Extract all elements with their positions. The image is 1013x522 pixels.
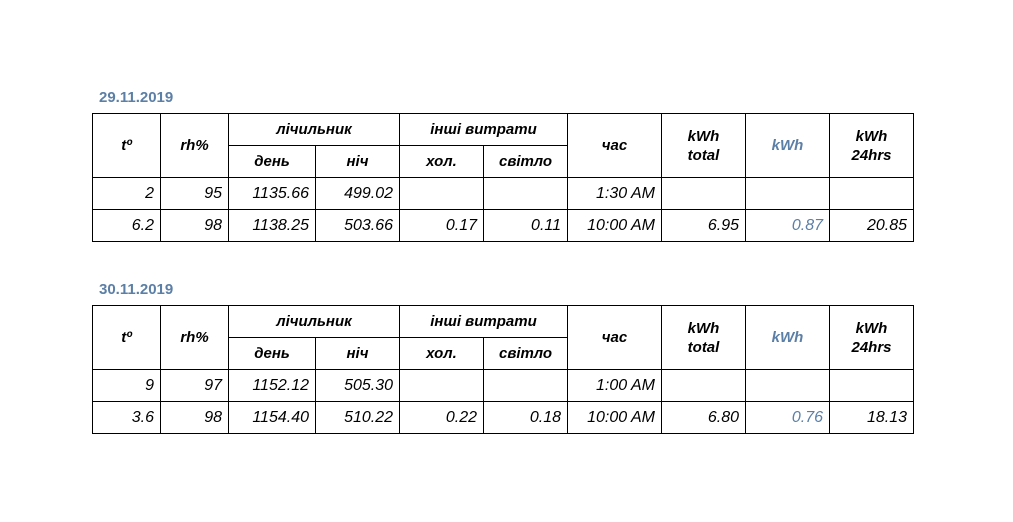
cell-temperature: 3.6	[93, 402, 161, 434]
table-row	[93, 210, 914, 242]
header-row	[93, 306, 914, 338]
header-other-light: світло	[484, 338, 568, 370]
header-kwh-total-line: kWh	[687, 127, 720, 145]
header-meter-day: день	[229, 146, 316, 178]
header-meter: лічильник	[229, 306, 400, 338]
date-title: 30.11.2019	[99, 281, 174, 298]
cell-time: 1:00 AM	[568, 370, 662, 402]
cell-kwh	[746, 370, 830, 402]
header-kwh-total	[662, 114, 746, 178]
header-humidity: rh%	[161, 306, 229, 370]
cell-meter-night: 503.66	[316, 210, 400, 242]
cell-other-light: 0.18	[484, 402, 568, 434]
cell-meter-night: 510.22	[316, 402, 400, 434]
cell-meter-day: 1135.66	[229, 178, 316, 210]
header-kwh-24hrs-line: 24hrs	[851, 338, 892, 356]
cell-kwh-total	[662, 370, 746, 402]
header-meter: лічильник	[229, 114, 400, 146]
header-kwh-24hrs-line: kWh	[855, 127, 888, 145]
header-kwh: kWh	[746, 306, 830, 370]
header-meter-night: ніч	[316, 146, 400, 178]
cell-humidity: 95	[161, 178, 229, 210]
header-row	[93, 114, 914, 146]
header-humidity: rh%	[161, 114, 229, 178]
date-title: 29.11.2019	[99, 89, 174, 106]
header-meter-day: день	[229, 338, 316, 370]
header-time: час	[568, 114, 662, 178]
cell-humidity: 98	[161, 210, 229, 242]
cell-other-light	[484, 370, 568, 402]
energy-log-table	[92, 113, 914, 242]
cell-kwh-24hrs	[830, 370, 914, 402]
cell-meter-night: 505.30	[316, 370, 400, 402]
cell-kwh-total: 6.80	[662, 402, 746, 434]
header-temperature: tº	[93, 306, 161, 370]
cell-time: 1:30 AM	[568, 178, 662, 210]
cell-other-light	[484, 178, 568, 210]
header-kwh-total	[662, 306, 746, 370]
cell-kwh-total	[662, 178, 746, 210]
header-kwh-24hrs-line: 24hrs	[851, 146, 892, 164]
table-row	[93, 402, 914, 434]
cell-other-light: 0.11	[484, 210, 568, 242]
header-kwh-24hrs	[830, 114, 914, 178]
table-row	[93, 178, 914, 210]
cell-time: 10:00 AM	[568, 402, 662, 434]
cell-humidity: 97	[161, 370, 229, 402]
table-row	[93, 370, 914, 402]
header-other-expenses: інші витрати	[400, 306, 568, 338]
header-other-expenses: інші витрати	[400, 114, 568, 146]
cell-meter-night: 499.02	[316, 178, 400, 210]
cell-temperature: 9	[93, 370, 161, 402]
cell-kwh-24hrs: 18.13	[830, 402, 914, 434]
cell-kwh-24hrs: 20.85	[830, 210, 914, 242]
cell-other-cold: 0.17	[400, 210, 484, 242]
header-time: час	[568, 306, 662, 370]
header-kwh-24hrs	[830, 306, 914, 370]
cell-kwh-24hrs	[830, 178, 914, 210]
cell-kwh-total: 6.95	[662, 210, 746, 242]
header-kwh-24hrs-line: kWh	[855, 319, 888, 337]
cell-other-cold	[400, 370, 484, 402]
header-other-light: світло	[484, 146, 568, 178]
cell-humidity: 98	[161, 402, 229, 434]
cell-other-cold	[400, 178, 484, 210]
header-kwh-total-line: total	[687, 338, 720, 356]
energy-log-table	[92, 305, 914, 434]
cell-temperature: 6.2	[93, 210, 161, 242]
header-kwh: kWh	[746, 114, 830, 178]
cell-kwh	[746, 178, 830, 210]
cell-kwh: 0.87	[746, 210, 830, 242]
cell-meter-day: 1152.12	[229, 370, 316, 402]
cell-temperature: 2	[93, 178, 161, 210]
header-kwh-total-line: kWh	[687, 319, 720, 337]
header-other-cold: хол.	[400, 146, 484, 178]
header-other-cold: хол.	[400, 338, 484, 370]
cell-meter-day: 1154.40	[229, 402, 316, 434]
header-temperature: tº	[93, 114, 161, 178]
header-kwh-total-line: total	[687, 146, 720, 164]
cell-time: 10:00 AM	[568, 210, 662, 242]
cell-other-cold: 0.22	[400, 402, 484, 434]
header-meter-night: ніч	[316, 338, 400, 370]
cell-meter-day: 1138.25	[229, 210, 316, 242]
cell-kwh: 0.76	[746, 402, 830, 434]
